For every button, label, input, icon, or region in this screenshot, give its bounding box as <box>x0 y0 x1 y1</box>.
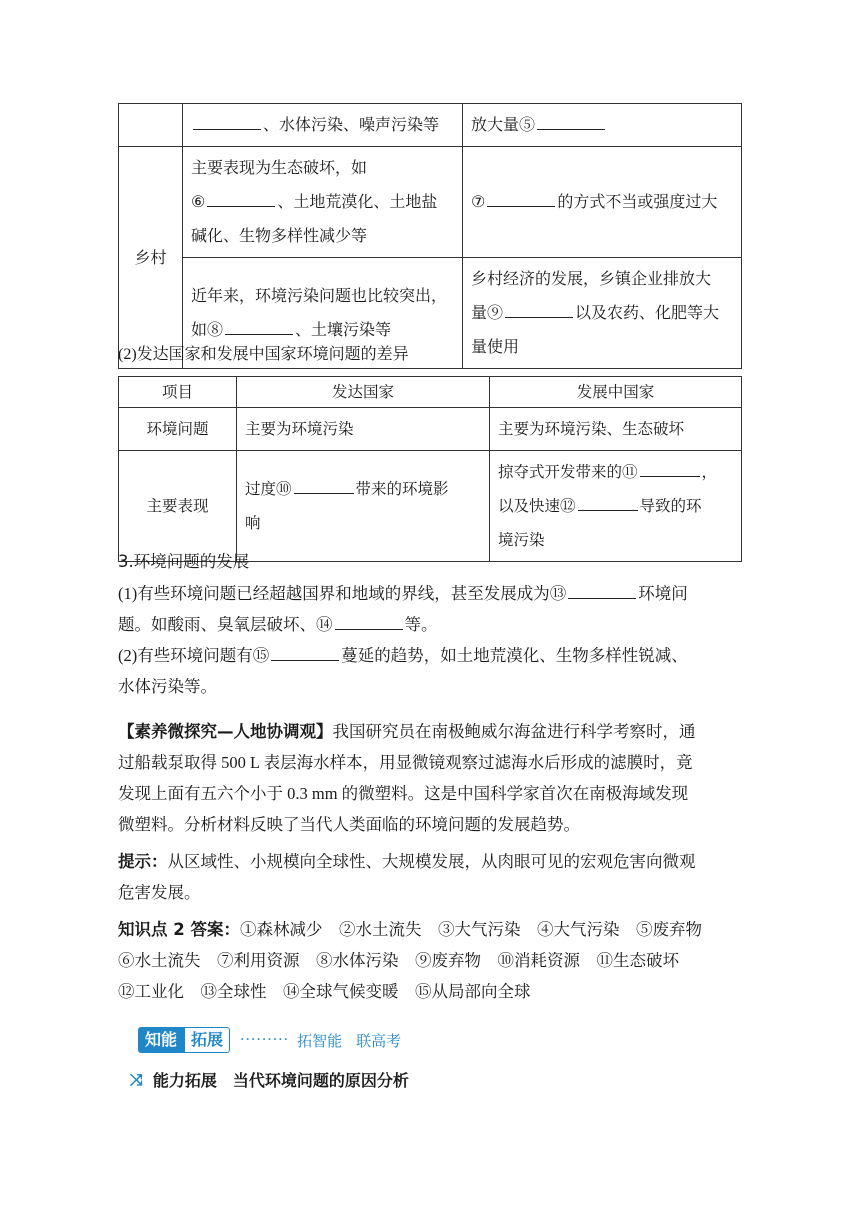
table-row <box>119 147 742 258</box>
fill-blank[interactable] <box>225 333 293 335</box>
text: 我国研究员在南极鲍威尔海盆进行科学考察时，通 <box>332 722 696 741</box>
cell-text: 以及快速⑫ <box>498 497 576 515</box>
text-line <box>118 578 742 609</box>
cell-line <box>498 455 733 489</box>
row-label: 环境问题 <box>119 408 237 451</box>
cell-text: 如⑧ <box>191 320 224 339</box>
cell-line: 近年来，环境污染问题也比较突出， <box>191 286 448 305</box>
table-row <box>119 104 742 147</box>
text-line: 微塑料。分析材料反映了当代人类面临的环境问题的发展趋势。 <box>118 815 580 834</box>
cell-line <box>191 313 454 347</box>
table-header-row <box>119 377 742 408</box>
text: 等。 <box>404 615 438 634</box>
table-cell <box>183 147 463 258</box>
cell-text: 放大量⑤ <box>471 115 536 134</box>
fill-blank[interactable] <box>487 205 555 207</box>
fill-blank[interactable] <box>335 628 403 630</box>
badge-part2: 拓展 <box>184 1027 230 1053</box>
cell-text: 掠夺式开发带来的⑪ <box>498 463 638 481</box>
table-cell: 主要为环境污染、生态破坏 <box>490 408 742 451</box>
badge-tag1: 拓智能 <box>297 1031 343 1050</box>
fill-blank[interactable] <box>294 492 354 494</box>
answers-section <box>118 914 742 1007</box>
section-heading: 3.环境问题的发展 <box>118 552 250 571</box>
paragraph <box>118 578 742 702</box>
text-line <box>118 640 742 671</box>
shuffle-icon: ⤨ <box>130 1069 143 1089</box>
cell-text: ， <box>701 463 718 481</box>
cell-text: 以及农药、化肥等大 <box>575 303 720 322</box>
cell-text: 量⑨ <box>471 303 504 322</box>
cell-line: 境污染 <box>498 531 545 549</box>
text-line <box>118 846 742 877</box>
table-cell <box>183 104 463 147</box>
table-cell <box>490 451 742 562</box>
text: 环境问 <box>638 584 688 603</box>
table-cell <box>463 147 742 258</box>
table-cell <box>463 258 742 369</box>
region-cell: 乡村 <box>119 147 183 369</box>
text: 蔓延的趋势，如土地荒漠化、生物多样性锐减、 <box>341 646 688 665</box>
answers-label: 知识点 2 答案： <box>118 920 240 939</box>
cell-text: ⑥ <box>191 192 206 211</box>
text-line <box>118 716 742 747</box>
cell-line: 碱化、生物多样性减少等 <box>191 226 368 245</box>
text-line: 水体污染等。 <box>118 677 217 696</box>
cell-text: 过度⑩ <box>245 480 292 498</box>
text-line <box>118 914 742 945</box>
ability-heading <box>130 1068 409 1091</box>
text: (1)有些环境问题已经超越国界和地域的界线，甚至发展成为⑬ <box>118 584 567 603</box>
cell-line <box>245 472 481 506</box>
badge-dots: ········· <box>240 1032 290 1048</box>
explore-section <box>118 716 742 840</box>
cell-text: 、土地荒漠化、土地盐 <box>277 192 438 211</box>
fill-blank[interactable] <box>537 128 605 130</box>
text-line: ⑥水土流失 ⑦利用资源 ⑧水体污染 ⑨废弃物 ⑩消耗资源 ⑪生态破坏 <box>118 951 679 970</box>
fill-blank[interactable] <box>640 475 700 477</box>
fill-blank[interactable] <box>207 205 275 207</box>
fill-blank[interactable] <box>578 509 638 511</box>
table-row <box>119 451 742 562</box>
cell-text: 、水体污染、噪声污染等 <box>263 115 440 134</box>
cell-text: 的方式不当或强度过大 <box>557 192 718 211</box>
cell-line <box>471 296 733 330</box>
column-header: 项目 <box>119 377 237 408</box>
row-label: 主要表现 <box>119 451 237 562</box>
cell-line: 乡村经济的发展，乡镇企业排放大 <box>471 269 712 288</box>
fill-blank[interactable] <box>568 597 636 599</box>
cell-text: 带来的环境影 <box>355 480 449 498</box>
text-line: 过船载泵取得 500 L 表层海水样本，用显微镜观察过滤海水后形成的滤膜时，竟 <box>118 753 693 772</box>
table-cell: 主要为环境污染 <box>237 408 490 451</box>
badge-tag2: 联高考 <box>356 1031 402 1050</box>
hint-label: 提示： <box>118 852 168 871</box>
text: (2)有些环境问题有⑮ <box>118 646 270 665</box>
cell-line: 量使用 <box>471 337 520 356</box>
text: ①森林减少 ②水土流失 ③大气污染 ④大气污染 ⑤废弃物 <box>239 920 702 939</box>
cell-text: 、土壤污染等 <box>295 320 392 339</box>
text: 从区域性、小规模向全球性、大规模发展，从肉眼可见的宏观危害向微观 <box>167 852 696 871</box>
table-cell <box>463 104 742 147</box>
table-cell <box>237 451 490 562</box>
text: 题。如酸雨、臭氧层破坏、⑭ <box>118 615 333 634</box>
table-row <box>119 408 742 451</box>
section-badge <box>138 1027 401 1053</box>
fill-blank[interactable] <box>505 316 573 318</box>
cell-text: 导致的环 <box>639 497 702 515</box>
ability-title: 当代环境问题的原因分析 <box>232 1071 409 1090</box>
cell-text: ⑦ <box>471 192 486 211</box>
fill-blank[interactable] <box>271 659 339 661</box>
text-line: 发现上面有五六个小于 0.3 mm 的微塑料。这是中国科学家首次在南极海域发现 <box>118 784 689 803</box>
text-line: 危害发展。 <box>118 883 201 902</box>
cell-line: 响 <box>245 514 261 532</box>
column-header: 发展中国家 <box>490 377 742 408</box>
cell-line <box>191 185 454 219</box>
countries-comparison-table <box>118 376 742 562</box>
explore-label: 【素养微探究—人地协调观】 <box>118 722 333 741</box>
column-header: 发达国家 <box>237 377 490 408</box>
environment-issues-table <box>118 103 742 369</box>
ability-label: 能力拓展 <box>152 1071 217 1090</box>
hint-section <box>118 846 742 908</box>
table-cell <box>119 104 183 147</box>
fill-blank[interactable] <box>193 128 261 130</box>
text-line <box>118 609 742 640</box>
cell-line: 主要表现为生态破坏，如 <box>191 158 368 177</box>
badge-part1: 知能 <box>138 1027 184 1053</box>
table-caption: (2)发达国家和发展中国家环境问题的差异 <box>118 346 409 363</box>
text-line: ⑫工业化 ⑬全球性 ⑭全球气候变暖 ⑮从局部向全球 <box>118 982 531 1001</box>
cell-line <box>498 489 733 523</box>
